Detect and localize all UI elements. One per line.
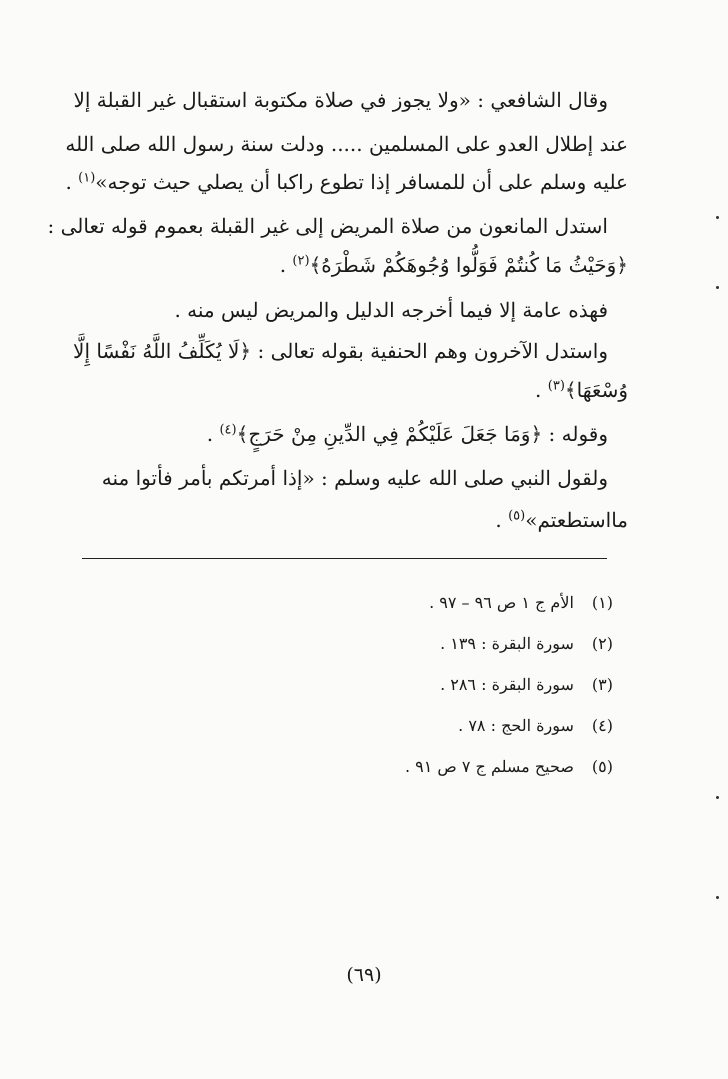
footnote-text: سورة البقرة : ٢٨٦ . xyxy=(440,675,574,694)
footnote-divider xyxy=(82,558,607,559)
terminal-period: . xyxy=(495,508,502,532)
terminal-period: . xyxy=(535,378,542,402)
body-line-7: واستدل الآخرون وهم الحنفية بقوله تعالى : ﴿لَا يُكَلِّفُ اللَّهُ نَفْسًا إِلَّا xyxy=(73,339,608,363)
scan-speck xyxy=(716,796,719,799)
quran-verse-1: ﴿وَحَيْثُ مَا كُنتُمْ فَوَلُّوا وُجُوهَكُمْ شَطْرَهُ﴾$^{(٢)}$ . xyxy=(279,253,628,277)
footnote-number: (٤) xyxy=(591,716,613,735)
body-line-10: ولقول النبي صلى الله عليه وسلم : «إذا أمرتكم بأمر فأتوا منه xyxy=(101,466,608,490)
footnote-text: صحيح مسلم ج ٧ ص ٩١ . xyxy=(404,757,574,776)
page-number: (٦٩) xyxy=(346,964,382,986)
body-line-2: عند إطلال العدو على المسلمين ..... ودلت سنة رسول الله صلى الله xyxy=(65,132,628,156)
body-line-9: وقوله : ﴿وَمَا جَعَلَ عَلَيْكُمْ فِي الدِّينِ مِنْ حَرَجٍ﴾$^{(٤)}$ . xyxy=(206,422,608,446)
footnote-marker-1: (١) xyxy=(78,170,96,186)
footnote-4 xyxy=(458,710,613,742)
footnote-3 xyxy=(440,669,613,701)
footnote-number: (٣) xyxy=(591,675,613,694)
footnote-marker-3: (٣) xyxy=(547,378,565,394)
scan-speck xyxy=(716,286,719,289)
footnote-number: (٢) xyxy=(591,634,613,653)
body-line-11: مااستطعتم»$^{(٥)}$ . xyxy=(495,508,628,532)
footnote-text: سورة الحج : ٧٨ . xyxy=(458,716,574,735)
body-line-1: وقال الشافعي : «ولا يجوز في صلاة مكتوبة استقبال غير القبلة إلا xyxy=(73,88,608,112)
body-line-4: استدل المانعون من صلاة المريض إلى غير القبلة بعموم قوله تعالى : xyxy=(47,214,608,238)
footnote-number: (١) xyxy=(591,593,613,612)
terminal-period: . xyxy=(279,253,287,277)
footnote-5 xyxy=(405,751,613,783)
terminal-period: . xyxy=(65,170,72,194)
scan-speck xyxy=(716,896,719,899)
body-line-8: وُسْعَهَا﴾$^{(٣)}$ . xyxy=(535,378,628,402)
footnote-text: الأم ج ١ ص ٩٦ – ٩٧ . xyxy=(429,593,574,612)
footnote-marker-5: (٥) xyxy=(508,508,526,524)
scan-speck xyxy=(716,216,719,219)
body-line-6: فهذه عامة إلا فيما أخرجه الدليل والمريض ليس منه . xyxy=(174,298,608,322)
body-line-3: عليه وسلم على أن للمسافر إذا تطوع راكبا أن يصلي حيث توجه»$^{(١)}$ . xyxy=(65,170,628,194)
footnote-marker-4: (٤) xyxy=(219,422,237,438)
footnote-2 xyxy=(440,628,613,660)
footnote-number: (٥) xyxy=(591,757,613,776)
footnote-text: سورة البقرة : ١٣٩ . xyxy=(440,634,574,653)
footnote-marker-2: (٢) xyxy=(292,253,310,269)
footnote-1 xyxy=(429,587,613,619)
terminal-period: . xyxy=(206,422,214,446)
